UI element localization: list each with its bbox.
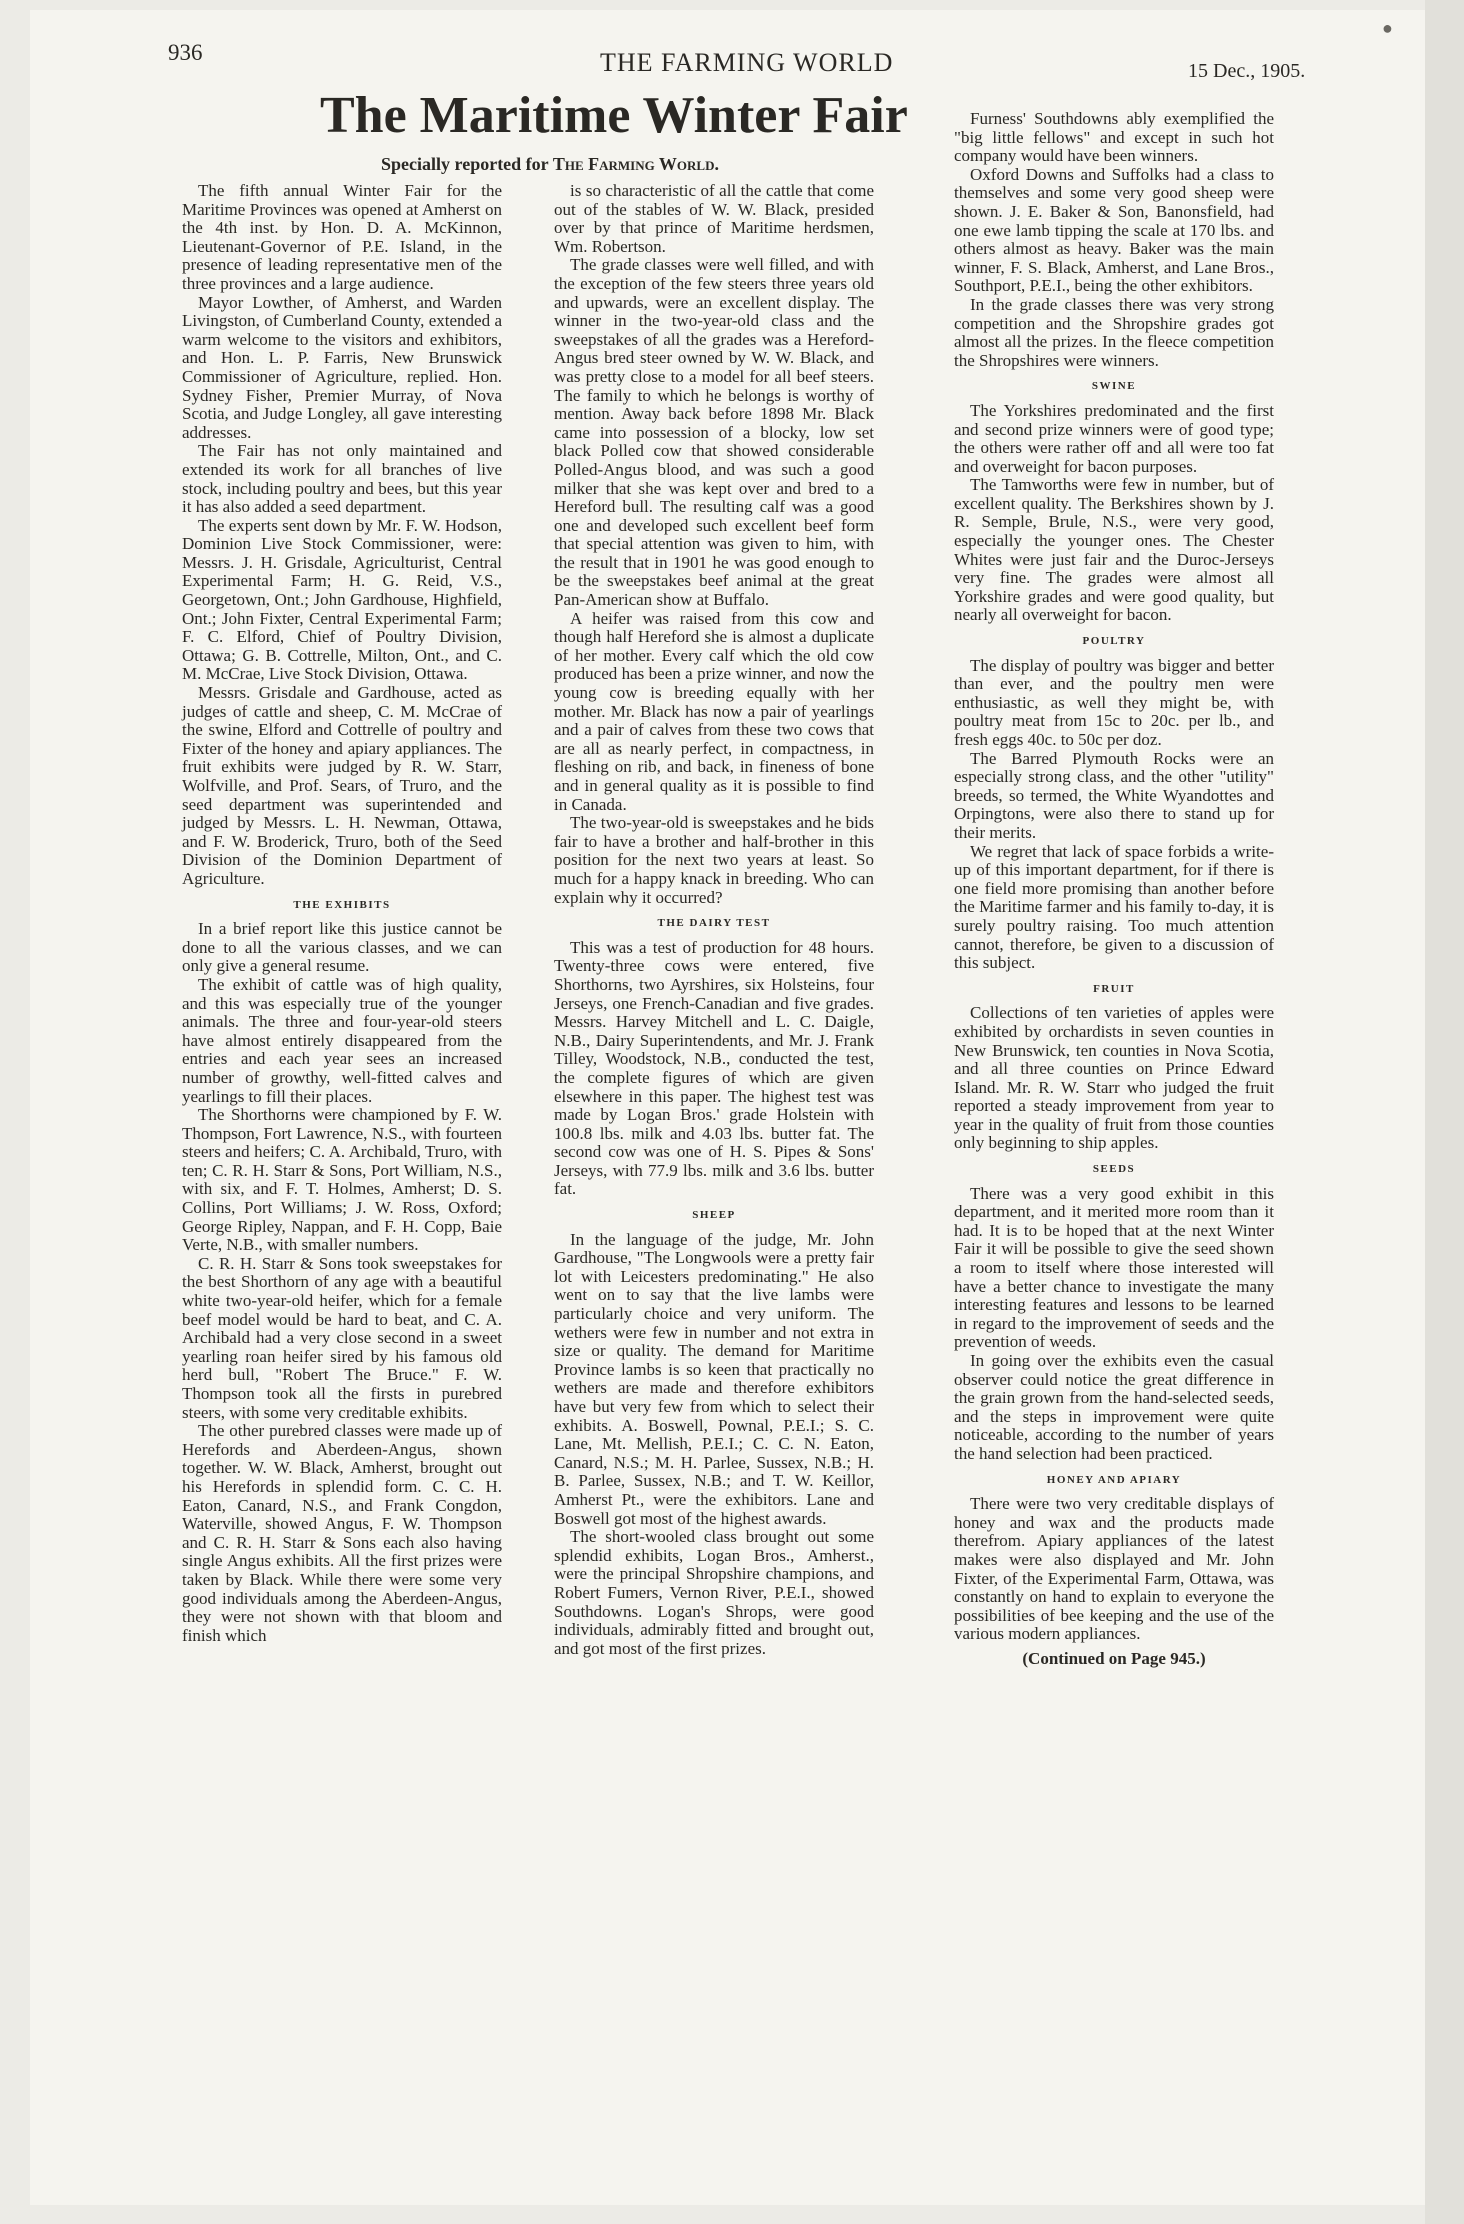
publication-name: THE FARMING WORLD <box>600 48 894 77</box>
paragraph: There was a very good exhibit in this department, and it merited more room than it had. It is to be hoped that at the next Winter Fair it will be possible to give the seed shown a room to itself where those interested will have a better chance to investigate the many interesting features and lessons to be learned in regard to the improvement of seeds and the prevention of weeds. <box>954 1183 1274 1352</box>
article-subtitle <box>330 154 770 175</box>
paragraph: This was a test of production for 48 hours. Twenty-three cows were entered, five Shorthorns, two Ayrshires, six Holsteins, four Jerseys, one French-Canadian and five grades. Messrs. Harvey Mitchell and L. C. Daigle, N.B., Dairy Superintendents, and Mr. J. Frank Tilley, Woodstock, N.B., conducted the test, the complete figures of which are given elsewhere in this paper. The highest test was made by Logan Bros.' grade Holstein with 100.8 lbs. milk and 4.03 lbs. butter fat. The second cow was one of H. S. Pipes & Sons' Jerseys, with 77.9 lbs. milk and 3.6 lbs. butter fat. <box>554 937 874 1199</box>
article-column-2 <box>554 182 874 1658</box>
paragraph: Collections of ten varieties of apples were exhibited by orchardists in seven counties in New Brunswick, ten counties in Nova Scotia, and all three counties on Prince Edward Island. Mr. R. W. Starr who judged the fruit reported a steady improvement from year to year in the quality of fruit from those counties only beginning to ship apples. <box>954 1003 1274 1153</box>
section-heading: THE DAIRY TEST <box>657 917 771 930</box>
paragraph: The other purebred classes were made up of Herefords and Aberdeen-Angus, shown together. W. W. Black, Amherst, brought out his Herefords in splendid form. C. C. H. Eaton, Canard, N.S., and Frank Congdon, Waterville, showed Angus, F. W. Thompson and C. R. H. Starr & Sons each also having single Angus exhibits. All the first prizes were taken by Black. While there were some very good individuals among the Aberdeen-Angus, they were not shown with that bloom and finish which <box>182 1421 502 1645</box>
subtitle-magazine: The Farming World. <box>552 154 719 174</box>
article-column-1 <box>182 182 502 1645</box>
paragraph: The exhibit of cattle was of high quality, and this was especially true of the younger animals. The three and four-year-old steers have almost entirely disappeared from the entries and each year sees an increased number of growthy, well-fitted calves and yearlings to fill their places. <box>182 974 502 1106</box>
paragraph: Messrs. Grisdale and Gardhouse, acted as judges of cattle and sheep, C. M. McCrae of the swine, Elford and Cottrelle of poultry and Fixter of the honey and apiary appliances. The fruit exhibits were judged by R. W. Starr, Wolfville, and Prof. Sears, of Truro, and the seed department was superintended and judged by Messrs. L. H. Newman, Ottawa, and F. W. Broderick, Truro, both of the Seed Division of the Dominion Department of Agriculture. <box>182 683 502 888</box>
subtitle-prefix: Specially reported for <box>381 154 549 174</box>
paragraph: The Yorkshires predominated and the first and second prize winners were of good type; the others were rather off and all were too fat and overweight for bacon purposes. <box>954 400 1274 476</box>
section-heading: HONEY AND APIARY <box>1046 1473 1182 1486</box>
paragraph: Furness' Southdowns ably exemplified the "big little fellows" and except in such hot company would have been winners. <box>954 109 1274 166</box>
paragraph: is so characteristic of all the cattle that come out of the stables of W. W. Black, presided over by that prince of Maritime herdsmen, Wm. Robertson. <box>554 181 874 256</box>
paragraph: In the language of the judge, Mr. John Gardhouse, "The Longwools were a pretty fair lot with Leicesters predominating." He also went on to say that the live lambs were particularly choice and very uniform. The wethers were few in number and not extra in size or quality. The demand for Maritime Province lambs is so keen that practically no wethers are made and therefore exhibitors have but very few from which to select their exhibits. A. Boswell, Pownal, P.E.I.; S. C. Lane, Mt. Mellish, P.E.I.; C. C. N. Eaton, Canard, N.S.; M. H. Parlee, Sussex, N.B.; H. B. Parlee, Sussex, N.B.; and T. W. Keillor, Amherst Pt., were the exhibitors. Lane and Boswell got most of the highest awards. <box>554 1229 874 1528</box>
section-heading: FRUIT <box>1093 982 1135 995</box>
paragraph: The experts sent down by Mr. F. W. Hodson, Dominion Live Stock Commissioner, were: Messrs. J. H. Grisdale, Agriculturist, Central Experimental Farm; H. G. Reid, V.S., Georgetown, Ont.; John Gardhouse, Highfield, Ont.; John Fixter, Central Experimental Farm; F. C. Elford, Chief of Poultry Division, Ottawa; G. B. Cottrelle, Milton, Ont., and C. M. McCrae, Live Stock Division, Ottawa. <box>182 515 502 684</box>
paragraph: Mayor Lowther, of Amherst, and Warden Livingston, of Cumberland County, extended a warm welcome to the visitors and exhibitors, and Hon. L. P. Farris, New Brunswick Commissioner of Agriculture, replied. Hon. Sydney Fisher, Premier Murray, of Nova Scotia, and Judge Longley, all gave interesting addresses. <box>182 292 502 442</box>
paragraph: The display of poultry was bigger and better than ever, and the poultry men were enthusiastic, as well they might be, with poultry meat from 15c to 20c. per lb., and fresh eggs 40c. to 50c per doz. <box>954 655 1274 749</box>
section-heading: SEEDS <box>1092 1163 1136 1176</box>
paragraph: C. R. H. Starr & Sons took sweepstakes for the best Shorthorn of any age with a beautiful white two-year-old heifer, which for a female beef model would be hard to beat, and C. A. Archibald had a very close second in a sweet yearling roan heifer sired by his famous old herd bull, "Robert The Bruce." F. W. Thompson took all the firsts in purebred steers, with some very creditable exhibits. <box>182 1253 502 1422</box>
paragraph: The grade classes were well filled, and with the exception of the few steers three years old and upwards, were an excellent display. The winner in the two-year-old class and the sweepstakes of all the grades was a Hereford-Angus bred steer owned by W. W. Black, and was pretty close to a model for all beef steers. The family to which he belongs is worthy of mention. Away back before 1898 Mr. Black came into possession of a blocky, low set black Polled cow that showed considerable Polled-Angus blood, and was such a good milker that she was kept over and bred to a Hereford bull. The resulting calf was a good one and developed such excellent beef form that special attention was given to him, with the result that in 1901 he was good enough to be the sweepstakes beef animal at the great Pan-American show at Buffalo. <box>554 255 874 610</box>
paragraph: We regret that lack of space forbids a write-up of this important department, for if there is one field more promising than another before the Maritime farmer and his family to-day, it is surely poultry raising. Too much attention cannot, therefore, be given to a discussion of this subject. <box>954 841 1274 973</box>
issue-date: 15 Dec., 1905. <box>1188 60 1306 82</box>
paragraph: In the grade classes there was very strong competition and the Shropshire grades got almost all the prizes. In the fleece competition the Shropshires were winners. <box>954 294 1274 370</box>
paragraph: The Fair has not only maintained and extended its work for all branches of live stock, including poultry and bees, but this year it has also added a seed department. <box>182 441 502 517</box>
article-column-3 <box>954 110 1274 1669</box>
paragraph: The Barred Plymouth Rocks were an especially strong class, and the other "utility" breeds, so termed, the White Wyandottes and Orpingtons, were also there to stand up for their merits. <box>954 748 1274 842</box>
section-heading: POULTRY <box>1082 635 1146 648</box>
section-heading: THE EXHIBITS <box>293 898 391 911</box>
paragraph: The short-wooled class brought out some splendid exhibits, Logan Bros., Amherst., were the principal Shropshire champions, and Robert Fumers, Vernon River, P.E.I., showed Southdowns. Logan's Shrops, were good individuals, admirably fitted and brought out, and got most of the first prizes. <box>554 1527 874 1658</box>
section-heading: SWINE <box>1091 380 1137 393</box>
paragraph: The fifth annual Winter Fair for the Maritime Provinces was opened at Amherst on the 4th inst. by Hon. D. A. McKinnon, Lieutenant-Governor of P.E. Island, in the presence of leading representative men of the three provinces and a large audience. <box>182 181 502 293</box>
paragraph: A heifer was raised from this cow and though half Hereford she is almost a duplicate of her mother. Every calf which the old cow produced has been a prize winner, and now the young cow is breeding equally with her mother. Mr. Black has now a pair of yearlings and a pair of calves from these two cows that are all as nearly perfect, in compactness, in fleshing on rib, and back, in fineness of bone and in general quality as it is possible to find in Canada. <box>554 608 874 814</box>
continued-note: (Continued on Page 945.) <box>1022 1648 1206 1668</box>
section-heading: SHEEP <box>692 1209 736 1222</box>
paragraph: The Shorthorns were championed by F. W. Thompson, Fort Lawrence, N.S., with fourteen steers and heifers; C. A. Archibald, Truro, with ten; C. R. H. Starr & Sons, Port William, N.S., with six, and F. T. Holmes, Amherst; D. S. Collins, Port Williams; J. W. Ross, Oxford; George Ripley, Nappan, and F. H. Copp, Baie Verte, N.B., with smaller numbers. <box>182 1105 502 1255</box>
paragraph: The two-year-old is sweepstakes and he bids fair to have a brother and half-brother in this position for the next two years at least. So much for a happy knack in breeding. Who can explain why it occurred? <box>554 813 874 907</box>
page-mark: ● <box>1382 18 1393 38</box>
paragraph: In going over the exhibits even the casual observer could notice the great difference in the grain grown from the hand-selected seeds, and the steps in improvement were quite noticeable, according to the number of years the hand selection had been practiced. <box>954 1351 1274 1463</box>
page-number: 936 <box>168 40 203 65</box>
paragraph: Oxford Downs and Suffolks had a class to themselves and some very good sheep were shown. J. E. Baker & Son, Banonsfield, had one ewe lamb tipping the scale at 170 lbs. and others almost as heavy. Baker was the main winner, F. S. Black, Amherst, and Lane Bros., Southport, P.E.I., being the other exhibitors. <box>954 164 1274 296</box>
page-edge-shadow <box>1425 0 1464 2224</box>
paragraph: There were two very creditable displays of honey and wax and the products made therefrom. Apiary appliances of the latest makes were also displayed and Mr. John Fixter, of the Experimental Farm, Ottawa, was constantly on hand to explain to everyone the possibilities of bee keeping and the use of the various modern appliances. <box>954 1494 1274 1644</box>
paragraph: The Tamworths were few in number, but of excellent quality. The Berkshires shown by J. R. Semple, Brule, N.S., were very good, especially the younger ones. The Chester Whites were just fair and the Duroc-Jerseys very fine. The grades were almost all Yorkshire grades and were good quality, but nearly all overweight for bacon. <box>954 475 1274 625</box>
article-title: The Maritime Winter Fair <box>320 87 908 144</box>
paragraph: In a brief report like this justice cannot be done to all the various classes, and we can only give a general resume. <box>182 919 502 976</box>
